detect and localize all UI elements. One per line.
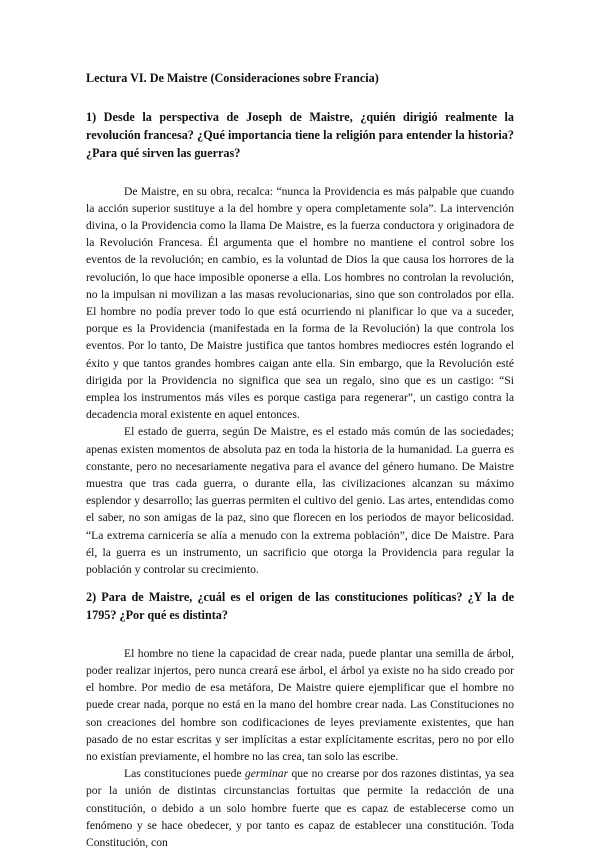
document-title: Lectura VI. De Maistre (Consideraciones sobre Francia): [86, 71, 379, 85]
paragraph-1-1: De Maistre, en su obra, recalca: “nunca la Providencia es más palpable que cuando la acción superior sustituye a la del hombre y opera completamente sola”. La intervención divina, o la Providencia como la llama De Maistre, es la fuerza conductora y originadora de la Revolución Francesa. Él argumenta que el hombre no mantiene el control sobre los eventos de la revolución; en cambio, es la voluntad de Dios la que causa los horrores de la revolución, lo que hace imposible oponerse a ella. Los hombres no controlan la revolución, no la impulsan ni movilizan a las masas revolucionarias, sino que son controlados por ella. El hombre no podía prever todo lo que está ocurriendo ni planificar lo que va a suceder, porque es la Providencia (manifestada en la forma de la Revolución) la que controla los eventos. Por lo tanto, De Maistre justifica que tantos hombres mediocres estén logrando el éxito y que tantos grandes hombres caigan ante ella. Sin embargo, que la Revolución esté dirigida por la Providencia no significa que sea un regalo, sino que es un castigo: “Si emplea los instrumentos más viles es porque castiga para regenerar”, un castigo contra la decadencia moral existente en aquel entonces.: [86, 184, 514, 422]
question-1: 1) Desde la perspectiva de Joseph de Maistre, ¿quién dirigió realmente la revolución francesa? ¿Qué importancia tiene la religión para entender la historia? ¿Para qué sirven las guerras?: [86, 110, 514, 161]
paragraph-2-2: [86, 765, 514, 851]
paragraph-2-2-start: Las constituciones puede: [124, 767, 245, 781]
paragraph-2-2-rest: que no crearse por dos razones distintas, ya sea por la unión de distintas circunstancias fortuitas que permite la redacción de una constitución, o debido a un solo hombre fuerte que es capaz de establecerse como un fenómeno y se hace obedecer, y por tanto es capaz de establecer una constitución. Toda Constitución, con: [86, 767, 514, 849]
emphasized-word: germinar: [244, 767, 289, 781]
section-1: [86, 108, 514, 578]
paragraph-2-1: El hombre no tiene la capacidad de crear nada, puede plantar una semilla de árbol, poder realizar injertos, pero nunca creará ese árbol, el árbol ya existe no ha sido creado por el hombre. Por medio de esa metáfora, De Maistre quiere ejemplificar que el hombre no puede crear nada, porque no está en la mano del hombre crear nada. Las Constituciones no son creaciones del hombre son codificaciones de leyes previamente existentes, que han pasado de no estar escritas y ser implícitas a estar explícitamente escritas, pero no por ello no existían previamente, el hombre no las crea, tan solo las escribe.: [86, 646, 514, 763]
paragraph-1-2: El estado de guerra, según De Maistre, es el estado más común de las sociedades; apenas existen momentos de absoluta paz en toda la historia de la humanidad. La guerra es constante, pero no necesariamente negativa para el avance del género humano. De Maistre muestra que tras cada guerra, o durante ella, las civilizaciones alcanzan su máximo esplendor y desarrollo; las guerras permiten el cultivo del genio. Las artes, entendidas como el saber, no son amigas de la paz, sino que florecen en los periodos de mayor belicosidad. “La extrema carnicería se alía a menudo con la extrema población”, dice De Maistre. Para él, la guerra es un instrumento, un sacrificio que otorga la Providencia para regular la población y controlar su crecimiento.: [86, 425, 514, 577]
question-2: 2) Para de Maistre, ¿cuál es el origen de las constituciones políticas? ¿Y la de 1795? ¿Por qué es distinta?: [86, 590, 514, 623]
section-2: [86, 588, 514, 851]
